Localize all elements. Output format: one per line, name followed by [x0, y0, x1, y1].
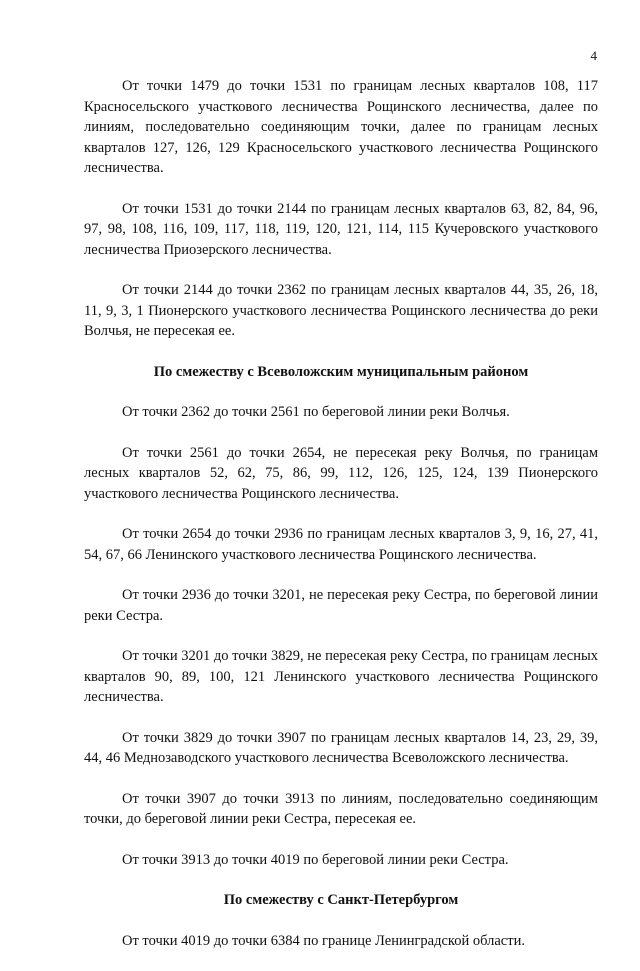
paragraph-2936-3201: От точки 2936 до точки 3201, не пересекая реку Сестра, по береговой линии реки Сестра.	[84, 587, 598, 624]
paragraph-1479-1531: От точки 1479 до точки 1531 по границам лесных кварталов 108, 117 Красносельского участкового лесничества Рощинского лесничества, далее по линиям, последовательно соединяющим точки, далее по границам лесных кварталов 127, 126, 129 Красносельского участкового лесничества Рощинского лесничества.	[84, 78, 598, 176]
paragraph-2144-2362: От точки 2144 до точки 2362 по границам лесных кварталов 44, 35, 26, 18, 11, 9, 3, 1 Пионерского участкового лесничества Рощинского лесничества до реки Волчья, не пересекая ее.	[84, 282, 598, 339]
paragraph-2561-2654: От точки 2561 до точки 2654, не пересекая реку Волчья, по границам лесных кварталов 52, 62, 75, 86, 99, 112, 126, 125, 124, 139 Пионерского участкового лесничества Рощинского лесничества.	[84, 444, 598, 502]
paragraph-2654-2936: От точки 2654 до точки 2936 по границам лесных кварталов 3, 9, 16, 27, 41, 54, 67, 66 Ленинского участкового лесничества Рощинского лесничества.	[84, 526, 598, 563]
paragraph-3913-4019: От точки 3913 до точки 4019 по береговой линии реки Сестра.	[122, 851, 509, 868]
paragraph-3907-3913: От точки 3907 до точки 3913 по линиям, последовательно соединяющим точки, до береговой линии реки Сестра, пересекая ее.	[84, 790, 598, 827]
section-heading-saint-petersburg: По смежеству с Санкт-Петербургом	[223, 892, 459, 908]
paragraph-4019-6384: От точки 4019 до точки 6384 по границе Ленинградской области.	[122, 932, 525, 949]
paragraph-1531-2144: От точки 1531 до точки 2144 по границам лесных кварталов 63, 82, 84, 96, 97, 98, 108, 116, 109, 117, 118, 119, 120, 121, 114, 115 Кучеровского участкового лесничества Приозерского лесничества.	[84, 200, 598, 258]
paragraph-2362-2561: От точки 2362 до точки 2561 по береговой линии реки Волчья.	[122, 404, 510, 420]
section-heading-vsevolozhsky: По смежеству с Всеволожским муниципальным районом	[153, 363, 529, 380]
document-body	[84, 76, 598, 971]
page-number: 4	[590, 48, 597, 63]
paragraph-3201-3829: От точки 3201 до точки 3829, не пересекая реку Сестра, по границам лесных кварталов 90, 89, 100, 121 Ленинского участкового лесничества Рощинского лесничества.	[84, 648, 598, 705]
paragraph-3829-3907: От точки 3829 до точки 3907 по границам лесных кварталов 14, 23, 29, 39, 44, 46 Меднозаводского участкового лесничества Всеволожского лесничества.	[84, 729, 598, 766]
